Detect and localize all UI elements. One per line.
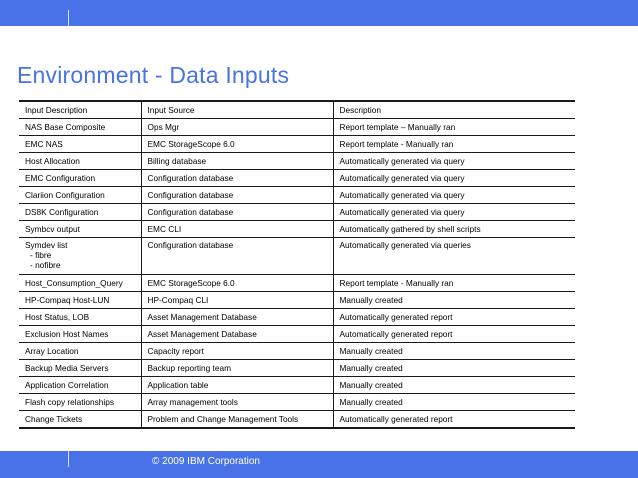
cell-input: EMC Configuration <box>19 170 141 187</box>
cell-input: Exclusion Host Names <box>19 326 141 343</box>
banner-divider <box>68 10 69 26</box>
header-description: Description <box>333 101 575 119</box>
table-row <box>19 292 575 309</box>
cell-description: Automatically generated via query <box>333 204 575 221</box>
cell-source: Array management tools <box>141 394 333 411</box>
cell-source: Configuration database <box>141 187 333 204</box>
cell-input: Clariion Configuration <box>19 187 141 204</box>
table-row <box>19 343 575 360</box>
cell-input <box>19 238 141 275</box>
cell-description: Automatically generated report <box>333 411 575 429</box>
cell-source: EMC StorageScope 6.0 <box>141 136 333 153</box>
cell-input-main: Symdev list <box>25 240 68 250</box>
cell-input: Change Tickets <box>19 411 141 429</box>
cell-source: Application table <box>141 377 333 394</box>
cell-description: Automatically generated via query <box>333 187 575 204</box>
data-inputs-table <box>19 100 575 429</box>
cell-description: Manually created <box>333 343 575 360</box>
table-row <box>19 204 575 221</box>
cell-description: Report template - Manually ran <box>333 275 575 292</box>
cell-description: Manually created <box>333 377 575 394</box>
cell-description: Automatically generated via query <box>333 153 575 170</box>
table-row <box>19 187 575 204</box>
cell-description: Automatically generated report <box>333 309 575 326</box>
cell-input: Symbcv output <box>19 221 141 238</box>
cell-source: EMC CLI <box>141 221 333 238</box>
cell-description: Manually created <box>333 360 575 377</box>
cell-input-sub-fibre: - fibre <box>30 250 52 260</box>
table-row <box>19 394 575 411</box>
cell-description: Automatically gathered by shell scripts <box>333 221 575 238</box>
top-banner <box>0 0 638 26</box>
table-row <box>19 377 575 394</box>
table-row <box>19 309 575 326</box>
cell-input: DS8K Configuration <box>19 204 141 221</box>
cell-input: Application Correlation <box>19 377 141 394</box>
cell-description: Automatically generated via queries <box>333 238 575 275</box>
table-row <box>19 136 575 153</box>
cell-source: Ops Mgr <box>141 119 333 136</box>
table-row <box>19 119 575 136</box>
cell-source: Asset Management Database <box>141 309 333 326</box>
cell-source: Capacity report <box>141 343 333 360</box>
cell-description: Automatically generated via query <box>333 170 575 187</box>
cell-input: Host Allocation <box>19 153 141 170</box>
cell-input: Array Location <box>19 343 141 360</box>
cell-description: Automatically generated report <box>333 326 575 343</box>
cell-input: Flash copy relationships <box>19 394 141 411</box>
cell-description: Report template – Manually ran <box>333 119 575 136</box>
cell-source: Billing database <box>141 153 333 170</box>
cell-input-sub-nofibre: - nofibre <box>30 260 61 270</box>
cell-input: Host_Consumption_Query <box>19 275 141 292</box>
copyright-footer: © 2009 IBM Corporation <box>152 456 260 467</box>
cell-input: Host Status, LOB <box>19 309 141 326</box>
cell-source: Configuration database <box>141 238 333 275</box>
bottom-banner <box>0 451 638 478</box>
header-input-description: Input Description <box>19 101 141 119</box>
cell-input: Backup Media Servers <box>19 360 141 377</box>
table-row <box>19 326 575 343</box>
cell-description: Report template - Manually ran <box>333 136 575 153</box>
table-row <box>19 153 575 170</box>
table-row <box>19 221 575 238</box>
table-row <box>19 170 575 187</box>
cell-source: Asset Management Database <box>141 326 333 343</box>
cell-description: Manually created <box>333 292 575 309</box>
cell-source: EMC StorageScope 6.0 <box>141 275 333 292</box>
cell-input: HP-Compaq Host-LUN <box>19 292 141 309</box>
table-row <box>19 411 575 429</box>
cell-source: Configuration database <box>141 170 333 187</box>
cell-source: Problem and Change Management Tools <box>141 411 333 429</box>
slide-title: Environment - Data Inputs <box>17 62 290 88</box>
table-row <box>19 360 575 377</box>
table-header-row <box>19 101 575 119</box>
table-row <box>19 238 575 275</box>
table-row <box>19 275 575 292</box>
header-input-source: Input Source <box>141 101 333 119</box>
banner-divider <box>68 451 69 467</box>
cell-source: HP-Compaq CLI <box>141 292 333 309</box>
cell-description: Manually created <box>333 394 575 411</box>
cell-source: Backup reporting team <box>141 360 333 377</box>
cell-source: Configuration database <box>141 204 333 221</box>
cell-input: NAS Base Composite <box>19 119 141 136</box>
cell-input: EMC NAS <box>19 136 141 153</box>
